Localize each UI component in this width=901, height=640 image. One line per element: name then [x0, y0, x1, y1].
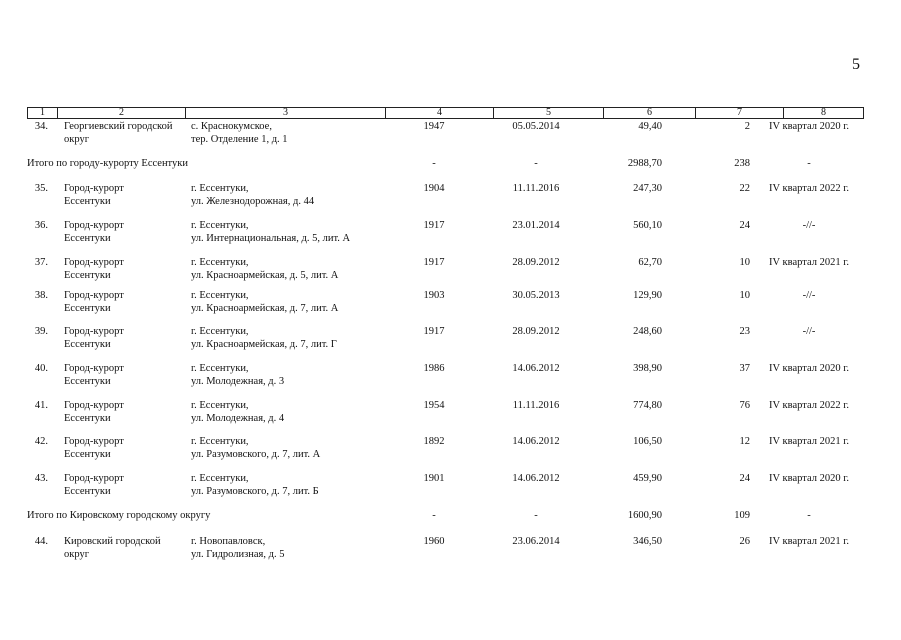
year-built: 1986	[423, 363, 445, 374]
area: 560,10	[633, 220, 662, 231]
area: 774,80	[633, 400, 662, 411]
address-line-1: г. Ессентуки,	[191, 326, 249, 337]
address-line-2: ул. Гидролизная, д. 5	[191, 548, 285, 560]
planned-period: -	[807, 158, 811, 169]
recognition-date: 28.09.2012	[512, 257, 560, 268]
row-number: 35.	[34, 183, 48, 194]
municipality-line-1: Город-курорт	[64, 436, 124, 447]
address-line-1: г. Ессентуки,	[191, 473, 249, 484]
municipality-line-1: Город-курорт	[64, 220, 124, 231]
area: 49,40	[638, 121, 662, 132]
area: 459,90	[633, 473, 662, 484]
address-line-2: ул. Железнодорожная, д. 44	[191, 195, 315, 207]
area: 398,90	[633, 363, 662, 374]
recognition-date: 11.11.2016	[512, 400, 560, 411]
header-col-5: 5	[494, 108, 604, 119]
address-line-2: ул. Интернациональная, д. 5, лит. А	[191, 232, 351, 244]
resident-count: 10	[739, 290, 750, 301]
header-col-7: 7	[696, 108, 784, 119]
municipality-line-1: Город-курорт	[64, 326, 124, 337]
address-line-1: с. Краснокумское,	[191, 121, 272, 132]
page-number: 5	[852, 56, 860, 73]
year-built: -	[432, 510, 436, 521]
address-line-2: ул. Красноармейская, д. 5, лит. А	[191, 269, 339, 281]
address-line-2: ул. Разумовского, д. 7, лит. Б	[191, 485, 319, 497]
planned-period: -//-	[802, 220, 816, 231]
address-line-1: г. Ессентуки,	[191, 220, 249, 231]
municipality-line-1: Георгиевский городской	[64, 121, 173, 132]
area: 106,50	[633, 436, 662, 447]
recognition-date: 30.05.2013	[512, 290, 560, 301]
municipality-line-2: Ессентуки	[64, 302, 111, 314]
address-line-1: г. Новопавловск,	[191, 536, 266, 547]
year-built: 1917	[423, 257, 445, 268]
planned-period: IV квартал 2020 г.	[769, 363, 849, 374]
municipality-line-2: Ессентуки	[64, 269, 111, 281]
row-number: 43.	[34, 473, 48, 484]
planned-period: -	[807, 510, 811, 521]
recognition-date: -	[534, 158, 538, 169]
row-number: 40.	[34, 363, 48, 374]
year-built: 1892	[423, 436, 445, 447]
address-line-2: ул. Красноармейская, д. 7, лит. Г	[191, 338, 337, 350]
municipality-line-2: округ	[64, 133, 90, 145]
municipality-line-2: Ессентуки	[64, 338, 111, 350]
year-built: 1947	[423, 121, 445, 132]
year-built: 1901	[423, 473, 445, 484]
row-number: 37.	[34, 257, 48, 268]
header-col-8: 8	[784, 108, 864, 119]
header-col-4: 4	[386, 108, 494, 119]
address-line-2: ул. Разумовского, д. 7, лит. А	[191, 448, 321, 460]
municipality-line-2: Ессентуки	[64, 375, 111, 387]
recognition-date: 14.06.2012	[512, 363, 560, 374]
municipality-line-2: Ессентуки	[64, 448, 111, 460]
address-line-2: тер. Отделение 1, д. 1	[191, 133, 288, 145]
row-number: 44.	[34, 536, 48, 547]
municipality-line-1: Кировский городской	[64, 536, 161, 547]
year-built: 1917	[423, 326, 445, 337]
recognition-date: 28.09.2012	[512, 326, 560, 337]
year-built: 1904	[423, 183, 445, 194]
header-col-3: 3	[186, 108, 386, 119]
year-built: 1917	[423, 220, 445, 231]
address-line-2: ул. Молодежная, д. 3	[191, 375, 285, 387]
area: 62,70	[638, 257, 662, 268]
municipality-line-2: Ессентуки	[64, 195, 111, 207]
row-number: 34.	[34, 121, 48, 132]
recognition-date: 14.06.2012	[512, 473, 560, 484]
resident-count: 24	[739, 473, 750, 484]
address-line-1: г. Ессентуки,	[191, 400, 249, 411]
year-built: -	[432, 158, 436, 169]
resident-count: 76	[739, 400, 750, 411]
municipality-line-2: Ессентуки	[64, 412, 111, 424]
recognition-date: 23.01.2014	[512, 220, 560, 231]
subtotal-label: Итого по Кировскому городскому округу	[27, 510, 211, 521]
column-number-header	[27, 107, 864, 119]
address-line-1: г. Ессентуки,	[191, 183, 249, 194]
municipality-line-1: Город-курорт	[64, 257, 124, 268]
recognition-date: 14.06.2012	[512, 436, 560, 447]
row-number: 42.	[34, 436, 48, 447]
row-number: 38.	[34, 290, 48, 301]
row-number: 36.	[34, 220, 48, 231]
municipality-line-2: Ессентуки	[64, 485, 111, 497]
address-line-2: ул. Молодежная, д. 4	[191, 412, 285, 424]
municipality-line-1: Город-курорт	[64, 400, 124, 411]
address-line-1: г. Ессентуки,	[191, 257, 249, 268]
address-line-1: г. Ессентуки,	[191, 290, 249, 301]
subtotal-label: Итого по городу-курорту Ессентуки	[27, 158, 188, 169]
area: 2988,70	[627, 158, 662, 169]
area: 248,60	[633, 326, 662, 337]
address-line-1: г. Ессентуки,	[191, 363, 249, 374]
header-col-6: 6	[604, 108, 696, 119]
municipality-line-1: Город-курорт	[64, 473, 124, 484]
municipality-line-2: Ессентуки	[64, 232, 111, 244]
municipality-line-1: Город-курорт	[64, 290, 124, 301]
header-col-2: 2	[58, 108, 186, 119]
planned-period: IV квартал 2020 г.	[769, 473, 849, 484]
area: 247,30	[633, 183, 662, 194]
resident-count: 238	[734, 158, 750, 169]
municipality-line-2: округ	[64, 548, 90, 560]
recognition-date: 11.11.2016	[512, 183, 560, 194]
planned-period: IV квартал 2020 г.	[769, 121, 849, 132]
resident-count: 24	[739, 220, 750, 231]
year-built: 1954	[423, 400, 445, 411]
area: 129,90	[633, 290, 662, 301]
planned-period: IV квартал 2022 г.	[769, 400, 849, 411]
address-line-2: ул. Красноармейская, д. 7, лит. А	[191, 302, 339, 314]
planned-period: IV квартал 2021 г.	[769, 257, 849, 268]
row-number: 39.	[34, 326, 48, 337]
resident-count: 22	[739, 183, 750, 194]
planned-period: IV квартал 2022 г.	[769, 183, 849, 194]
planned-period: IV квартал 2021 г.	[769, 436, 849, 447]
recognition-date: 23.06.2014	[512, 536, 560, 547]
year-built: 1903	[423, 290, 445, 301]
resident-count: 37	[739, 363, 750, 374]
resident-count: 26	[739, 536, 750, 547]
area: 1600,90	[627, 510, 662, 521]
address-line-1: г. Ессентуки,	[191, 436, 249, 447]
municipality-line-1: Город-курорт	[64, 183, 124, 194]
year-built: 1960	[423, 536, 445, 547]
planned-period: -//-	[802, 326, 816, 337]
resident-count: 109	[734, 510, 750, 521]
resident-count: 23	[739, 326, 750, 337]
planned-period: -//-	[802, 290, 816, 301]
area: 346,50	[633, 536, 662, 547]
recognition-date: -	[534, 510, 538, 521]
resident-count: 10	[739, 257, 750, 268]
planned-period: IV квартал 2021 г.	[769, 536, 849, 547]
header-col-1: 1	[28, 108, 58, 119]
recognition-date: 05.05.2014	[512, 121, 560, 132]
resident-count: 12	[739, 436, 750, 447]
municipality-line-1: Город-курорт	[64, 363, 124, 374]
resident-count: 2	[744, 121, 750, 132]
row-number: 41.	[34, 400, 48, 411]
